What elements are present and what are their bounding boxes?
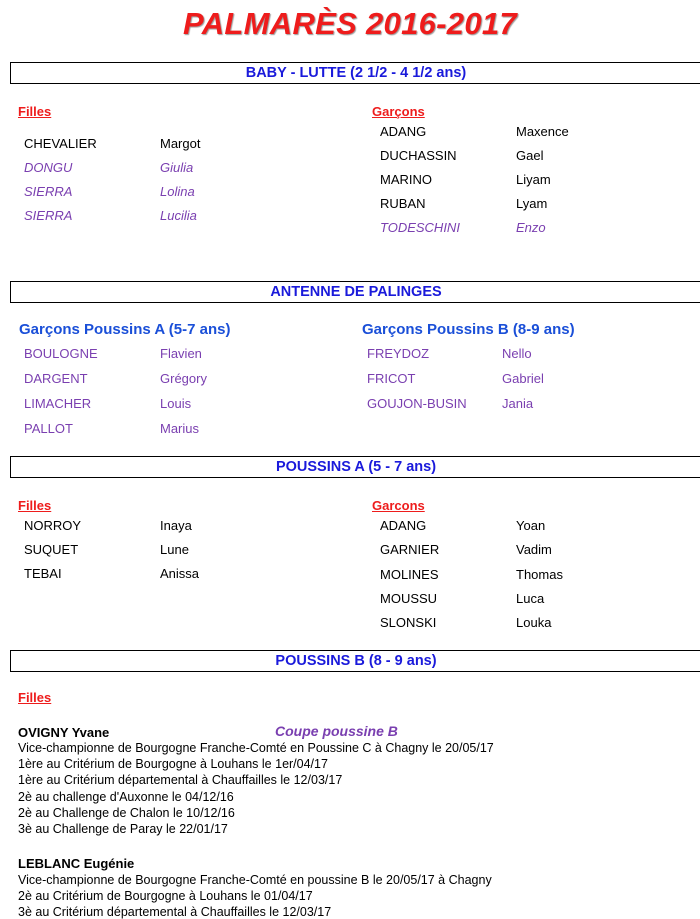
garcons-label-poussins-a: Garcons	[372, 498, 425, 513]
athlete-last-name: TODESCHINI	[380, 220, 460, 235]
athlete-name: OVIGNY Yvane	[18, 725, 110, 740]
section-header-baby: BABY - LUTTE (2 1/2 - 4 1/2 ans)	[10, 62, 700, 84]
athlete-first-name: Thomas	[516, 566, 563, 582]
athlete-first-name: Margot	[160, 136, 201, 151]
athlete-last-name: FRICOT	[367, 371, 416, 386]
athlete-last-name: SUQUET	[24, 542, 79, 557]
athlete-first-name: Marius	[160, 421, 200, 436]
athlete-last-name: SIERRA	[24, 208, 73, 223]
athlete-result-line: 3è au Challenge de Paray le 22/01/17	[18, 822, 228, 836]
athlete-first-name: Lune	[160, 542, 189, 557]
athlete-first-name: Louis	[160, 396, 192, 411]
athlete-last-name: DONGU	[24, 160, 73, 175]
athlete-result-line: 2è au Challenge de Chalon le 10/12/16	[18, 806, 235, 820]
athlete-last-name: TEBAI	[24, 566, 62, 581]
athlete-first-name: Vadim	[516, 542, 552, 558]
athlete-last-name: MARINO	[380, 172, 432, 187]
athlete-last-name: MOUSSU	[380, 590, 438, 606]
page-title: PALMARÈS 2016-2017	[183, 6, 517, 41]
athlete-result-line: 1ère au Critérium départemental à Chauffailles le 12/03/17	[18, 773, 343, 787]
athlete-first-name: Lucilia	[160, 208, 197, 223]
athlete-first-name: Liyam	[516, 172, 551, 187]
filles-label-poussins-a: Filles	[18, 498, 52, 513]
athlete-last-name: FREYDOZ	[367, 346, 430, 361]
athlete-last-name: SLONSKI	[380, 615, 437, 631]
athlete-award: Coupe poussine B	[275, 723, 398, 739]
athlete-first-name: Lyam	[516, 196, 548, 211]
athlete-last-name: BOULOGNE	[24, 346, 98, 361]
athlete-first-name: Jania	[502, 396, 534, 411]
athlete-first-name: Flavien	[160, 346, 202, 361]
filles-label-baby: Filles	[18, 104, 52, 119]
athlete-first-name: Luca	[516, 590, 545, 606]
athlete-first-name: Maxence	[516, 124, 569, 139]
athlete-first-name: Nello	[502, 346, 532, 361]
athlete-first-name: Grégory	[160, 371, 207, 386]
athlete-last-name: DUCHASSIN	[380, 148, 457, 163]
athlete-result-line: Vice-championne de Bourgogne Franche-Comté en Poussine C à Chagny le 20/05/17	[18, 741, 494, 755]
section-header-poussins-b: POUSSINS B (8 - 9 ans)	[10, 650, 700, 672]
athlete-last-name: ADANG	[380, 124, 427, 139]
garcons-label-baby: Garçons	[372, 104, 425, 119]
athlete-first-name: Gabriel	[502, 371, 544, 386]
athlete-last-name: SIERRA	[24, 184, 73, 199]
athlete-result-line: 2è au Critérium de Bourgogne à Louhans le 01/04/17	[18, 889, 313, 903]
athlete-first-name: Enzo	[516, 220, 546, 235]
athlete-last-name: GARNIER	[380, 542, 440, 558]
athlete-last-name: GOUJON-BUSIN	[367, 396, 467, 411]
athlete-last-name: ADANG	[380, 518, 427, 533]
athlete-first-name: Gael	[516, 148, 544, 163]
athlete-first-name: Anissa	[160, 566, 200, 581]
athlete-first-name: Lolina	[160, 184, 195, 199]
filles-label-poussins-b: Filles	[18, 690, 52, 705]
antenne-col-a-title: Garçons Poussins A (5-7 ans)	[19, 321, 231, 338]
athlete-last-name: MOLINES	[380, 566, 439, 582]
antenne-col-b-title: Garçons Poussins B (8-9 ans)	[362, 321, 575, 338]
athlete-first-name: Inaya	[160, 518, 192, 533]
athlete-last-name: CHEVALIER	[24, 136, 97, 151]
athlete-result-line: Vice-championne de Bourgogne Franche-Comté en poussine B le 20/05/17 à Chagny	[18, 873, 492, 887]
section-header-poussins-a: POUSSINS A (5 - 7 ans)	[10, 456, 700, 478]
athlete-last-name: LIMACHER	[24, 396, 92, 411]
athlete-result-line: 3è au Critérium départemental à Chauffailles le 12/03/17	[18, 905, 332, 919]
athlete-last-name: PALLOT	[24, 421, 73, 436]
athlete-last-name: RUBAN	[380, 196, 426, 211]
athlete-first-name: Giulia	[160, 160, 194, 175]
athlete-first-name: Yoan	[516, 518, 546, 533]
athlete-result-line: 1ère au Critérium de Bourgogne à Louhans le 1er/04/17	[18, 757, 328, 771]
section-header-antenne: ANTENNE DE PALINGES	[10, 281, 700, 303]
athlete-last-name: DARGENT	[24, 371, 88, 386]
athlete-result-line: 2è au challenge d'Auxonne le 04/12/16	[18, 790, 234, 804]
athlete-name: LEBLANC Eugénie	[18, 856, 135, 871]
athlete-first-name: Louka	[516, 615, 552, 631]
athlete-last-name: NORROY	[24, 518, 82, 533]
